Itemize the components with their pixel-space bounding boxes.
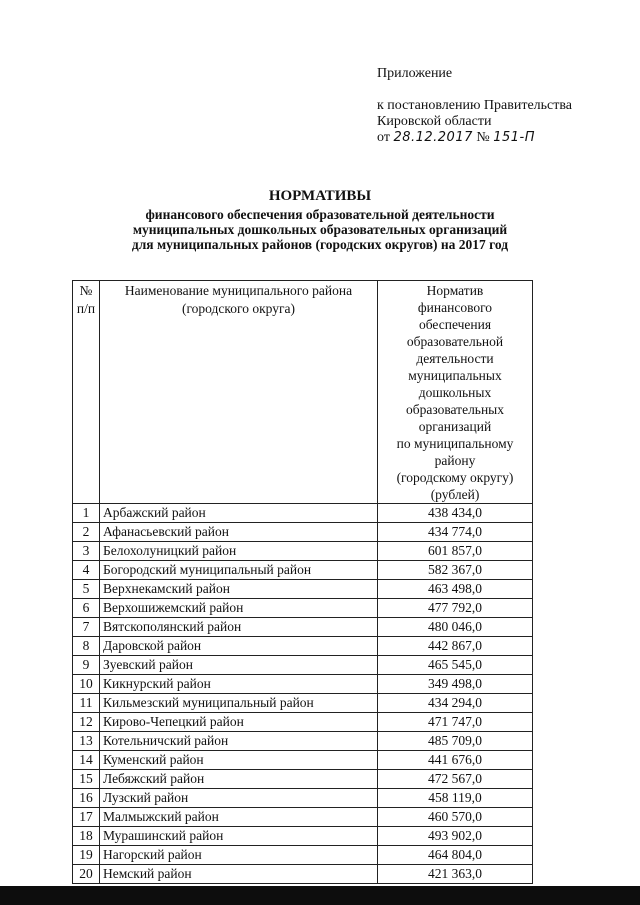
table-row — [73, 732, 533, 751]
table-row — [73, 599, 533, 618]
normatives-table — [72, 280, 533, 884]
row-district-name: Малмыжский район — [100, 808, 378, 827]
document-subtitle-line-2: муниципальных дошкольных образовательных организаций — [132, 222, 508, 237]
row-district-name: Верхнекамский район — [100, 580, 378, 599]
row-normative-value: 465 545,0 — [378, 656, 533, 675]
row-number: 16 — [73, 789, 100, 808]
table-row — [73, 618, 533, 637]
table-header-row — [73, 281, 533, 504]
row-district-name: Кильмезский муниципальный район — [100, 694, 378, 713]
table-row — [73, 504, 533, 523]
row-district-name: Кикнурский район — [100, 675, 378, 694]
row-number: 8 — [73, 637, 100, 656]
row-normative-value: 460 570,0 — [378, 808, 533, 827]
row-district-name: Нагорский район — [100, 846, 378, 865]
row-normative-value: 463 498,0 — [378, 580, 533, 599]
table-row — [73, 637, 533, 656]
header-number: № п/п — [73, 281, 100, 504]
row-district-name: Арбажский район — [100, 504, 378, 523]
table-row — [73, 808, 533, 827]
appendix-date-line — [377, 130, 617, 146]
row-number: 1 — [73, 504, 100, 523]
number-prefix: № — [476, 130, 490, 145]
table-row — [73, 656, 533, 675]
row-normative-value: 601 857,0 — [378, 542, 533, 561]
row-number: 2 — [73, 523, 100, 542]
row-district-name: Афанасьевский район — [100, 523, 378, 542]
table-row — [73, 865, 533, 884]
document-subtitle-line-1: финансового обеспечения образовательной деятельности — [145, 207, 495, 222]
row-normative-value: 434 774,0 — [378, 523, 533, 542]
document-subtitle-line-3: для муниципальных районов (городских округов) на 2017 год — [131, 237, 509, 252]
row-number: 10 — [73, 675, 100, 694]
row-district-name: Лебяжский район — [100, 770, 378, 789]
row-district-name: Белохолуницкий район — [100, 542, 378, 561]
document-title: НОРМАТИВЫ — [268, 188, 372, 204]
row-district-name: Верхошижемский район — [100, 599, 378, 618]
handwritten-number: 151-П — [493, 130, 536, 145]
row-normative-value: 477 792,0 — [378, 599, 533, 618]
appendix-block — [377, 66, 617, 146]
row-district-name: Кирово-Чепецкий район — [100, 713, 378, 732]
table-row — [73, 580, 533, 599]
row-normative-value: 434 294,0 — [378, 694, 533, 713]
table-row — [73, 770, 533, 789]
table-row — [73, 561, 533, 580]
row-district-name: Котельничский район — [100, 732, 378, 751]
row-number: 18 — [73, 827, 100, 846]
row-normative-value: 493 902,0 — [378, 827, 533, 846]
table-row — [73, 713, 533, 732]
row-district-name: Даровской район — [100, 637, 378, 656]
row-normative-value: 480 046,0 — [378, 618, 533, 637]
table-row — [73, 789, 533, 808]
row-normative-value: 438 434,0 — [378, 504, 533, 523]
table-row — [73, 827, 533, 846]
row-normative-value: 442 867,0 — [378, 637, 533, 656]
appendix-title: Приложение — [377, 66, 453, 81]
row-number: 12 — [73, 713, 100, 732]
row-number: 3 — [73, 542, 100, 561]
header-normative-value: Норматив финансового обеспечения образовательной деятельности муниципальных дошкольных образовательных организаций по муниципальному району (городскому округу) (рублей) — [378, 281, 533, 504]
row-normative-value: 472 567,0 — [378, 770, 533, 789]
row-number: 6 — [73, 599, 100, 618]
row-number: 5 — [73, 580, 100, 599]
table-row — [73, 523, 533, 542]
row-district-name: Зуевский район — [100, 656, 378, 675]
row-number: 9 — [73, 656, 100, 675]
table-row — [73, 846, 533, 865]
table-row — [73, 694, 533, 713]
row-district-name: Мурашинский район — [100, 827, 378, 846]
table-body — [73, 504, 533, 884]
row-normative-value: 464 804,0 — [378, 846, 533, 865]
header-district-name: Наименование муниципального района (городского округа) — [100, 281, 378, 504]
scan-bottom-edge — [0, 886, 640, 905]
row-normative-value: 421 363,0 — [378, 865, 533, 884]
row-normative-value: 441 676,0 — [378, 751, 533, 770]
row-number: 19 — [73, 846, 100, 865]
table-row — [73, 751, 533, 770]
row-normative-value: 485 709,0 — [378, 732, 533, 751]
row-normative-value: 582 367,0 — [378, 561, 533, 580]
table-row — [73, 542, 533, 561]
row-number: 15 — [73, 770, 100, 789]
row-district-name: Лузский район — [100, 789, 378, 808]
row-district-name: Вятскополянский район — [100, 618, 378, 637]
table-row — [73, 675, 533, 694]
row-normative-value: 458 119,0 — [378, 789, 533, 808]
handwritten-date: 28.12.2017 — [393, 130, 473, 145]
appendix-region-line: Кировской области — [377, 114, 492, 129]
row-number: 20 — [73, 865, 100, 884]
row-number: 14 — [73, 751, 100, 770]
row-district-name: Куменский район — [100, 751, 378, 770]
row-normative-value: 349 498,0 — [378, 675, 533, 694]
row-number: 13 — [73, 732, 100, 751]
row-number: 4 — [73, 561, 100, 580]
row-number: 11 — [73, 694, 100, 713]
row-district-name: Богородский муниципальный район — [100, 561, 378, 580]
row-number: 7 — [73, 618, 100, 637]
date-prefix: от — [377, 130, 390, 145]
row-normative-value: 471 747,0 — [378, 713, 533, 732]
row-district-name: Немский район — [100, 865, 378, 884]
appendix-resolution-line: к постановлению Правительства — [377, 98, 573, 113]
row-number: 17 — [73, 808, 100, 827]
